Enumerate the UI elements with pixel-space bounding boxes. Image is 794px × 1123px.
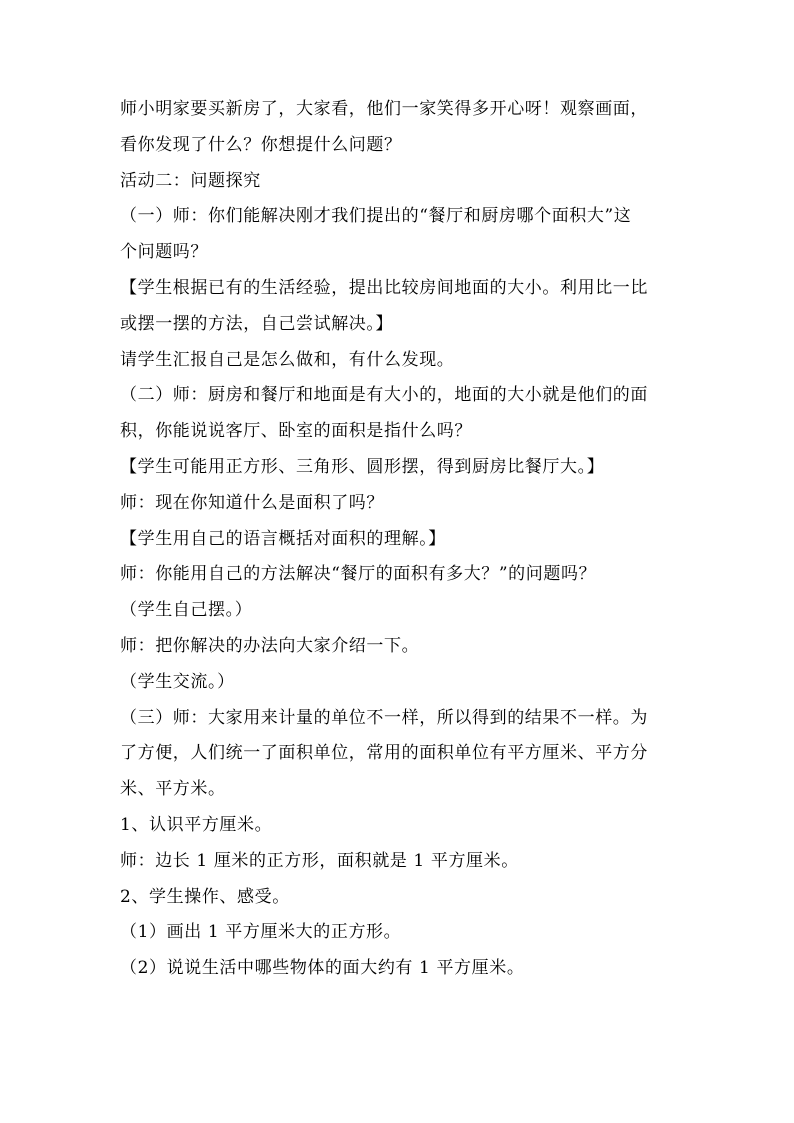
text-line: 或摆一摆的方法，自己尝试解决。】: [120, 313, 394, 334]
text-line: 个问题吗？: [120, 242, 208, 263]
text-line: 【学生用自己的语言概括对面积的理解。】: [120, 528, 446, 549]
text-line: 师：现在你知道什么是面积了吗？: [120, 492, 384, 513]
text-line: 看你发现了什么？你想提什么问题？: [120, 134, 402, 155]
text-line: 师：边长 1 厘米的正方形，面积就是 1 平方厘米。: [120, 850, 519, 871]
text-line: （二）师：厨房和餐厅和地面是有大小的，地面的大小就是他们的面: [120, 385, 648, 406]
text-line: 【学生可能用正方形、三角形、圆形摆，得到厨房比餐厅大。】: [120, 456, 605, 477]
text-line: 【学生根据已有的生活经验，提出比较房间地面的大小。利用比一比: [120, 277, 648, 298]
text-line: 师：把你解决的办法向大家介绍一下。: [120, 635, 420, 656]
text-line: （三）师：大家用来计量的单位不一样，所以得到的结果不一样。为: [120, 707, 648, 728]
text-line: 师小明家要买新房了，大家看，他们一家笑得多开心呀！观察画面，: [120, 99, 648, 119]
text-line: 了方便，人们统一了面积单位，常用的面积单位有平方厘米、平方分: [120, 743, 648, 764]
text-line: 师：你能用自己的方法解决“餐厅的面积有多大？”的问题吗？: [120, 564, 597, 585]
list-item: （1）画出 1 平方厘米大的正方形。: [120, 922, 402, 943]
list-item: 1、认识平方厘米。: [120, 814, 273, 835]
text-line: （学生交流。）: [120, 671, 235, 692]
text-line: 请学生汇报自己是怎么做和，有什么发现。: [120, 349, 455, 370]
section-heading: 活动二：问题探究: [120, 170, 261, 191]
text-line: 米、平方米。: [120, 779, 226, 800]
text-line: 积，你能说说客厅、卧室的面积是指什么吗？: [120, 421, 472, 442]
document-body: [120, 92, 680, 987]
text-line: （学生自己摆。）: [120, 600, 253, 621]
text-line: （一）师：你们能解决刚才我们提出的“餐厅和厨房哪个面积大”这: [120, 206, 632, 227]
list-item: （2）说说生活中哪些物体的面大约有 1 平方厘米。: [120, 958, 525, 979]
list-item: 2、学生操作、感受。: [120, 886, 290, 907]
